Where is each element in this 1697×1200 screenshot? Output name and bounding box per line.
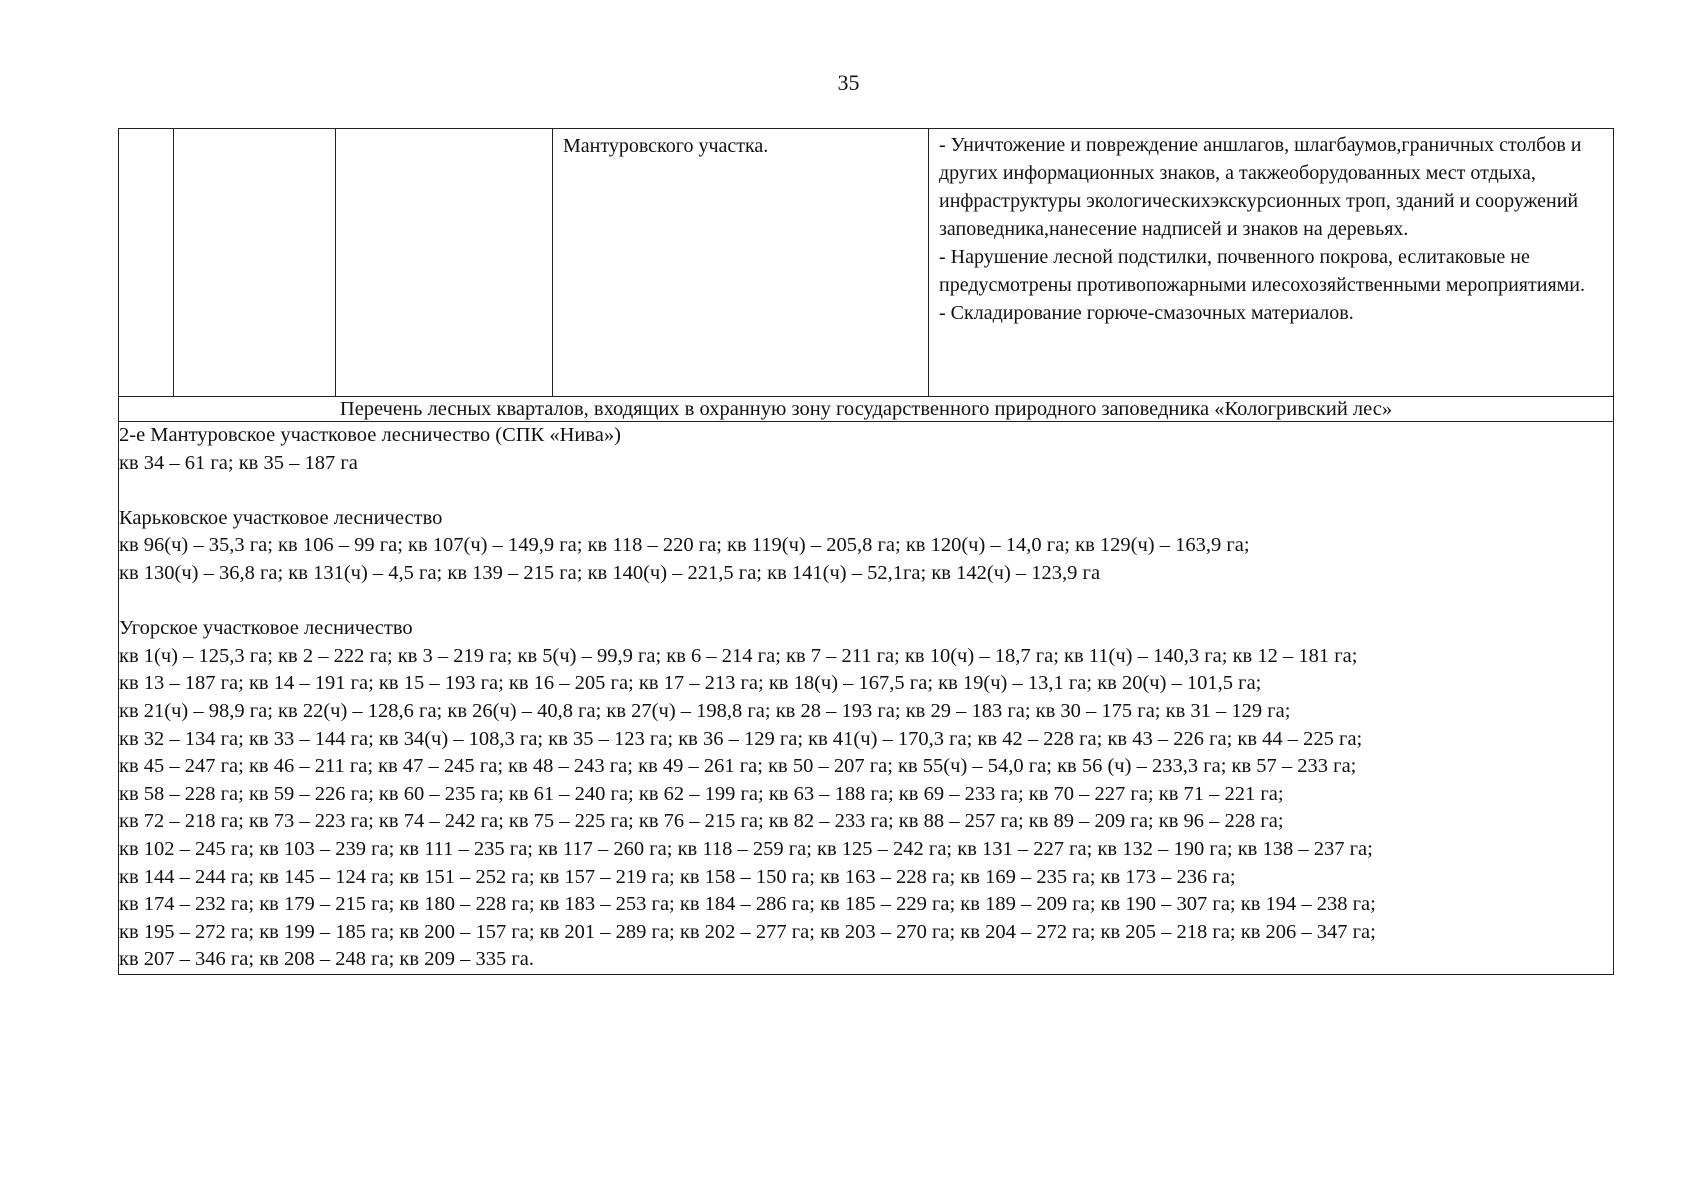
quarter-list-line: кв 195 – 272 га; кв 199 – 185 га; кв 200 – 157 га; кв 201 – 289 га; кв 202 – 277 га; кв 203 – 270 га; кв 204 – 272 га; кв 205 – 218 га; кв 206 – 347 га; — [119, 920, 1376, 943]
prohibited-activity-line: - Складирование горюче-смазочных материалов. — [939, 302, 1354, 324]
territory-text: Мантуровского участка. — [563, 135, 769, 157]
quarter-list-line: кв 34 – 61 га; кв 35 – 187 га — [119, 451, 358, 474]
table-row — [119, 397, 1614, 422]
prohibited-activity-line: экскурсионных троп, зданий и сооружений заповедника, — [939, 190, 1579, 240]
table-row — [119, 422, 1614, 975]
prohibited-activity-line: - Нарушение лесной подстилки, почвенного покрова, если — [939, 246, 1437, 268]
forestry-block — [119, 422, 1613, 477]
territory-cell — [553, 129, 929, 397]
quarter-list-line: кв 45 – 247 га; кв 46 – 211 га; кв 47 – 245 га; кв 48 – 243 га; кв 49 – 261 га; кв 50 – 207 га; кв 55(ч) – 54,0 га; кв 56 (ч) – 233,3 га; кв 57 – 233 га; — [119, 755, 1357, 778]
quarter-list-line: кв 144 – 244 га; кв 145 – 124 га; кв 151 – 252 га; кв 157 – 219 га; кв 158 – 150 га; кв 163 – 228 га; кв 169 – 235 га; кв 173 – 236 га; — [119, 865, 1236, 888]
forestry-block — [119, 615, 1613, 974]
prohibited-activity-item — [939, 243, 1603, 299]
quarter-list-line: кв 13 – 187 га; кв 14 – 191 га; кв 15 – 193 га; кв 16 – 205 га; кв 17 – 213 га; кв 18(ч) – 167,5 га; кв 19(ч) – 13,1 га; кв 20(ч) – 101,5 га; — [119, 672, 1262, 695]
quarter-list-line: кв 174 – 232 га; кв 179 – 215 га; кв 180 – 228 га; кв 183 – 253 га; кв 184 – 286 га; кв 185 – 229 га; кв 189 – 209 га; кв 190 – 307 га; кв 194 – 238 га; — [119, 893, 1376, 916]
prohibited-activity-line: - Уничтожение и повреждение аншлагов, шлагбаумов, — [939, 134, 1402, 156]
prohibited-activity-line: граничных столбов и других информационных знаков, а также — [939, 134, 1582, 184]
prohibited-activity-line: оборудованных мест отдыха, инфраструктуры экологических — [939, 162, 1536, 212]
quarter-list-line: кв 130(ч) – 36,8 га; кв 131(ч) – 4,5 га; кв 139 – 215 га; кв 140(ч) – 221,5 га; кв 141(ч) – 52,1га; кв 142(ч) – 123,9 га — [119, 561, 1101, 584]
prohibited-activities-list — [929, 129, 1613, 329]
table-row — [119, 129, 1614, 397]
quarter-list-line: кв 21(ч) – 98,9 га; кв 22(ч) – 128,6 га; кв 26(ч) – 40,8 га; кв 27(ч) – 198,8 га; кв 28 – 193 га; кв 29 – 183 га; кв 30 – 175 га; кв 31 – 129 га; — [119, 699, 1291, 722]
quarter-list-line: кв 32 – 134 га; кв 33 – 144 га; кв 34(ч) – 108,3 га; кв 35 – 123 га; кв 36 – 129 га; кв 41(ч) – 170,3 га; кв 42 – 228 га; кв 43 – 226 га; кв 44 – 225 га; — [119, 727, 1363, 750]
quarter-list-line: кв 102 – 245 га; кв 103 – 239 га; кв 111 – 235 га; кв 117 – 260 га; кв 118 – 259 га; кв 125 – 242 га; кв 131 – 227 га; кв 132 – 190 га; кв 138 – 237 га; — [119, 837, 1373, 860]
prohibited-activity-item — [939, 299, 1603, 327]
page-number: 35 — [837, 70, 860, 95]
quarter-list-line: кв 1(ч) – 125,3 га; кв 2 – 222 га; кв 3 – 219 га; кв 5(ч) – 99,9 га; кв 6 – 214 га; кв 7 – 211 га; кв 10(ч) – 18,7 га; кв 11(ч) – 140,3 га; кв 12 – 181 га; — [119, 644, 1358, 667]
forestry-name: Угорское участковое лесничество — [119, 617, 413, 640]
empty-cell — [174, 129, 336, 397]
forestry-list — [119, 422, 1614, 975]
quarter-list-line: кв 96(ч) – 35,3 га; кв 106 – 99 га; кв 107(ч) – 149,9 га; кв 118 – 220 га; кв 119(ч) – 205,8 га; кв 120(ч) – 14,0 га; кв 129(ч) – 163,9 га; — [119, 534, 1250, 557]
prohibited-activity-line: нанесение надписей и знаков на деревьях. — [1049, 218, 1409, 240]
forestry-name: 2-е Мантуровское участковое лесничество (СПК «Нива») — [119, 424, 621, 446]
prohibited-activity-item — [939, 131, 1603, 243]
quarter-list-line: кв 72 – 218 га; кв 73 – 223 га; кв 74 – 242 га; кв 75 – 225 га; кв 76 – 215 га; кв 82 – 233 га; кв 88 – 257 га; кв 89 – 209 га; кв 96 – 228 га; — [119, 810, 1284, 833]
quarter-list-line: кв 207 – 346 га; кв 208 – 248 га; кв 209 – 335 га. — [119, 948, 534, 971]
empty-cell — [336, 129, 553, 397]
prohibited-activities-cell — [929, 129, 1614, 397]
quarter-list-line: кв 58 – 228 га; кв 59 – 226 га; кв 60 – 235 га; кв 61 – 240 га; кв 62 – 199 га; кв 63 – 188 га; кв 69 – 233 га; кв 70 – 227 га; кв 71 – 221 га; — [119, 782, 1284, 805]
list-heading: Перечень лесных кварталов, входящих в охранную зону государственного природного заповедника «Кологривский лес» — [119, 397, 1614, 422]
empty-cell — [119, 129, 174, 397]
forestry-name: Карьковское участковое лесничество — [119, 506, 443, 529]
forestry-block — [119, 505, 1613, 588]
prohibited-activity-line: таковые не предусмотрены противопожарными и — [939, 246, 1530, 296]
zone-table — [118, 128, 1614, 975]
prohibited-activity-line: лесохозяйственными мероприятиями. — [1262, 274, 1586, 296]
